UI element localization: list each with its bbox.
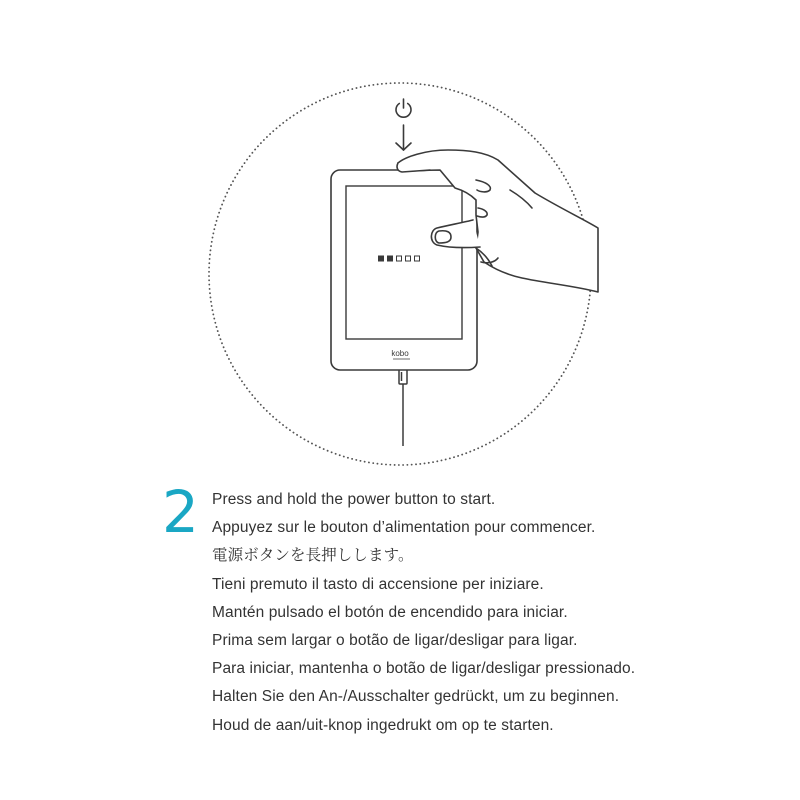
instruction-list	[212, 486, 635, 740]
instruction-dutch: Houd de aan/uit-knop ingedrukt om op te starten.	[212, 716, 554, 734]
instruction-portuguese-brazil: Para iniciar, mantenha o botão de ligar/desligar pressionado.	[212, 660, 636, 678]
loading-square-empty	[406, 256, 411, 261]
loading-square-filled	[379, 256, 384, 261]
loading-square-empty	[397, 256, 402, 261]
instruction-japanese: 電源ボタンを長押しします。	[212, 547, 414, 565]
arrow-down-icon	[396, 125, 411, 150]
step-number: 2	[162, 478, 199, 546]
loading-square-filled	[388, 256, 393, 261]
device-brand-label: kobo	[391, 349, 409, 358]
instruction-italian: Tieni premuto il tasto di accensione per iniziare.	[212, 575, 544, 593]
instruction-german: Halten Sie den An-/Ausschalter gedrückt, um zu beginnen.	[212, 688, 620, 706]
power-icon	[396, 99, 411, 117]
instruction-french: Appuyez sur le bouton d’alimentation pour commencer.	[212, 519, 596, 537]
instruction-spanish: Mantén pulsado el botón de encendido para iniciar.	[212, 603, 568, 621]
loading-square-empty	[415, 256, 420, 261]
ereader-device	[331, 170, 477, 370]
instruction-english: Press and hold the power button to start.	[212, 491, 496, 508]
usb-cable	[399, 369, 407, 446]
instruction-portuguese-portugal: Prima sem largar o botão de ligar/desligar para ligar.	[212, 632, 578, 650]
